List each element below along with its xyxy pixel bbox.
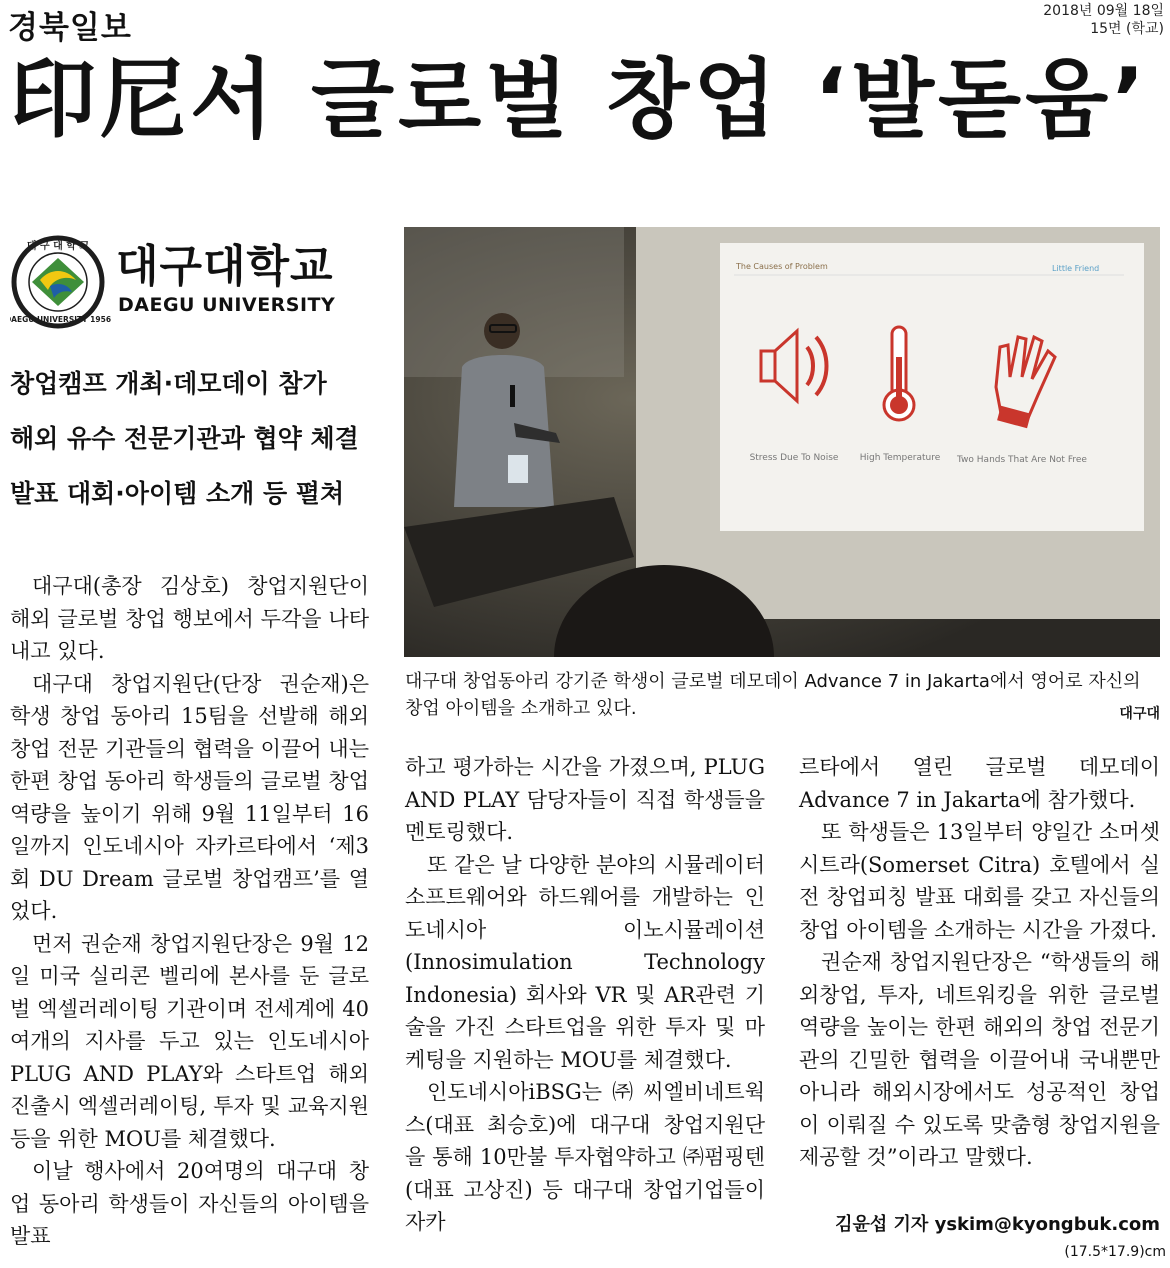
- paragraph: 대구대 창업지원단(단장 권순재)은 학생 창업 동아리 15팀을 선발해 해외 창업 전문 기관들의 협력을 이끌어 내는 한편 창업 동아리 학생들의 글로벌 창업역량을 높이기 위해 9월 11일부터 16일까지 인도네시아 자카르타에서 ‘제3회 DU Dream 글로벌 창업캠프’를 열었다.: [10, 671, 369, 923]
- photo-credit: 대구대: [1119, 706, 1160, 722]
- slide-label: Two Hands That Are Not Free: [957, 455, 1087, 465]
- article-column-1: [10, 570, 369, 1253]
- slide-brand: Little Friend: [1052, 264, 1100, 273]
- article-column-3: [799, 751, 1160, 1174]
- issue-info: [1043, 2, 1164, 38]
- paragraph: 대구대(총장 김상호) 창업지원단이 해외 글로벌 창업 행보에서 두각을 나타내고 있다.: [10, 574, 369, 663]
- paragraph: 먼저 권순재 창업지원단장은 9월 12일 미국 실리콘 벨리에 본사를 둔 글로벌 엑셀러레이팅 기관이며 전세계에 40여개의 지사를 두고 있는 인도네시아 PLUG AND PLAY와 스타트업 해외 진출시 엑셀러레이팅, 투자 및 교육지원 등을 위한 MOU를 체결했다.: [10, 931, 369, 1151]
- svg-text:대 구 대 학 교: 대 구 대 학 교: [26, 241, 90, 252]
- issue-date: 2018년 09월 18일: [1043, 3, 1164, 19]
- paragraph: 권순재 창업지원단장은 “학생들의 해외창업, 투자, 네트워킹을 위한 글로벌 역량을 높이는 한편 해외의 창업 전문기관의 긴밀한 협력을 이끌어내 국내뿐만 아니라 해외시장에서도 성공적인 창업이 이뤄질 수 있도록 맞춤형 창업지원을 제공할 것”이라고 말했다.: [799, 950, 1160, 1169]
- paragraph: 하고 평가하는 시간을 가졌으며, PLUG AND PLAY 담당자들이 직접 학생들을 멘토링했다.: [405, 755, 765, 844]
- svg-text:DAEGU UNIVERSITY 1956: DAEGU UNIVERSITY 1956: [10, 315, 112, 324]
- subheadline: 해외 유수 전문기관과 협약 체결: [10, 424, 359, 453]
- headline: 印尼서 글로벌 창업 ‘발돋움’: [10, 50, 1149, 150]
- presentation-photo: [404, 227, 1160, 657]
- paragraph: 르타에서 열린 글로벌 데모데이 Advance 7 in Jakarta에 참가했다.: [799, 755, 1160, 812]
- event-photo: [404, 227, 1160, 657]
- article-column-2: [405, 751, 765, 1239]
- page-number: 15면 (학교): [1090, 21, 1164, 37]
- slide-title: The Causes of Problem: [736, 262, 828, 271]
- paragraph: 또 같은 날 다양한 분야의 시뮬레이터 소프트웨어와 하드웨어를 개발하는 인도네시아 이노시뮬레이션(Innosimulation Technology Indonesia) 회사와 VR 및 AR관련 기술을 가진 스타트업을 위한 투자 및 마케팅을 지원하는 MOU를 체결했다.: [405, 852, 765, 1072]
- slide-label: Stress Due To Noise: [749, 453, 839, 463]
- subheadline: 발표 대회·아이템 소개 등 펼쳐: [10, 479, 345, 508]
- clip-size: (17.5*17.9)cm: [1064, 1244, 1166, 1260]
- photo-caption: 대구대 창업동아리 강기준 학생이 글로벌 데모데이 Advance 7 in Jakarta에서 영어로 자신의 창업 아이템을 소개하고 있다.: [405, 671, 1141, 719]
- subheadline: 창업캠프 개최·데모데이 참가: [10, 369, 327, 398]
- slide-label: High Temperature: [859, 453, 941, 463]
- paragraph: 인도네시아iBSG는㈜씨엘비네트웍스(대표 최승호)에 대구대 창업지원단을 통해 10만불 투자협약하고 ㈜펌핑텐(대표 고상진) 등 대구대 창업기업들이 자카: [405, 1080, 765, 1234]
- newspaper-name: 경북일보: [8, 10, 132, 46]
- university-name-en: DAEGU UNIVERSITY: [118, 294, 336, 316]
- university-logo: [10, 232, 390, 332]
- paragraph: 이날 행사에서 20여명의 대구대 창업 동아리 학생들이 자신들의 아이템을 발표: [10, 1159, 369, 1248]
- subheadlines: [10, 365, 390, 530]
- paragraph: 또 학생들은 13일부터 양일간 소머셋 시트라(Somerset Citra) 호텔에서 실전 창업피칭 발표 대회를 갖고 자신들의 창업 아이템을 소개하는 시간을 가졌다.: [799, 820, 1160, 942]
- university-name-kr: 대구대학교: [116, 241, 334, 292]
- byline: 김윤섭 기자 yskim@kyongbuk.com: [835, 1214, 1160, 1235]
